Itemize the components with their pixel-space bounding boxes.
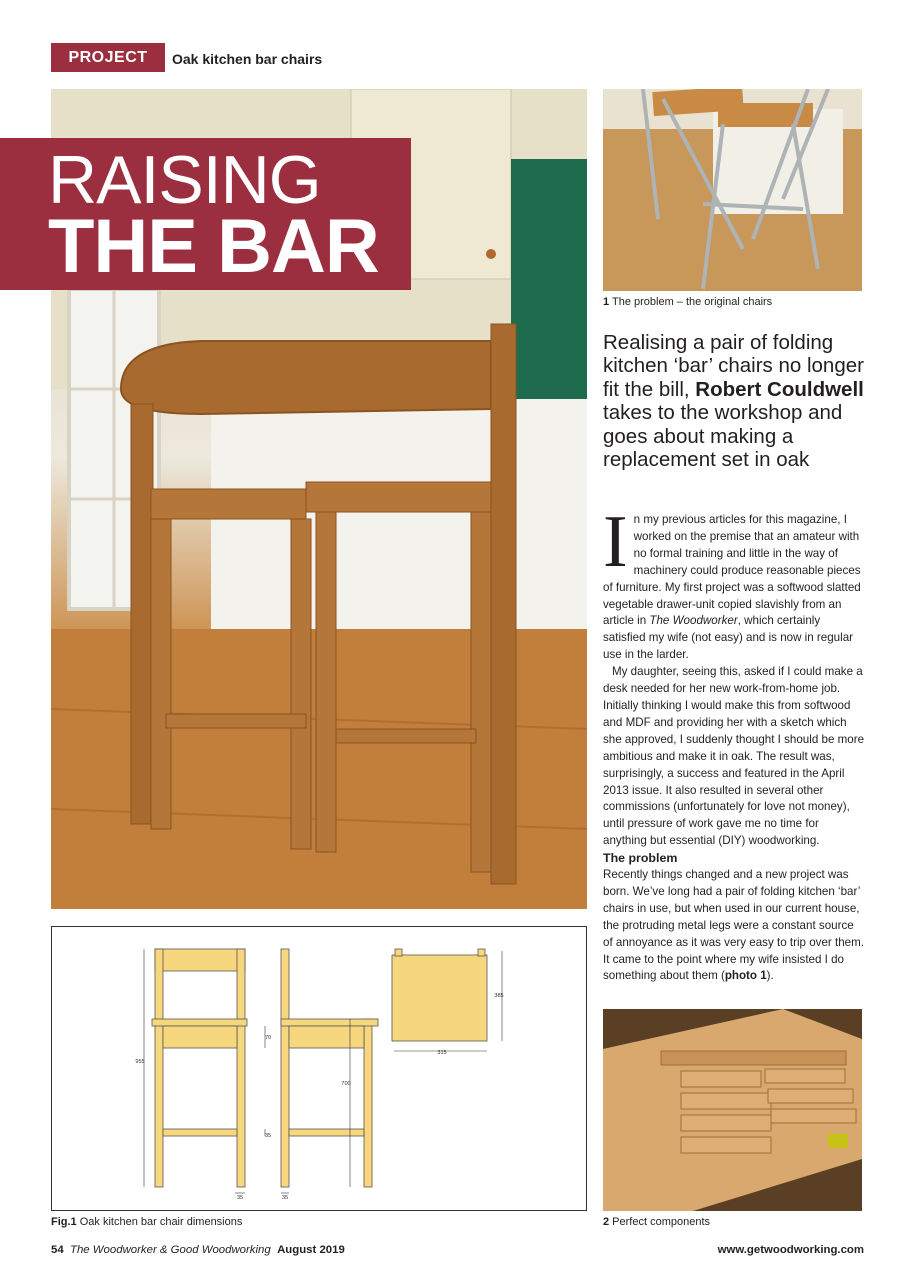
footer-left: [51, 1244, 345, 1256]
top-view-leg-right: [478, 949, 485, 956]
side-view-front-leg: [364, 1019, 372, 1187]
front-view-backrest: [155, 949, 245, 971]
photo-components-illustration: [603, 1009, 862, 1211]
paragraph-1: [603, 501, 865, 664]
dim-total-height: 955: [135, 1059, 145, 1065]
paragraph-2: My daughter, seeing this, asked if I could make a desk needed for her new work-from-home job. Initially thinking I would make this from softwood and MDF and providing her with a sketch which she approved, I suddenly thought I should be more ambitious and make it in oak. The result was, surprisingly, a success and featured in the April 2013 issue. It also resulted in several other commissions (unfortunately for love not money), until pressure of work gave me no time for anything but essential (DIY) woodworking.: [603, 665, 865, 848]
standfirst-pre: Realising a pair of folding kitchen ‘bar’ chairs no longer fit the bill,: [603, 331, 864, 401]
paragraph-3: [603, 867, 865, 985]
dim-rail: 35: [264, 1133, 272, 1139]
p1-text-b: , which certainly satisfied my wife (not easy) and is now in regular use in the larder.: [603, 614, 854, 662]
figure-caption: [51, 1216, 242, 1228]
subheading-problem: The problem: [603, 851, 678, 866]
front-view-leg-right: [237, 949, 245, 1187]
photo1-caption-number: 1: [603, 296, 610, 308]
dim-leg-b: 35: [281, 1195, 289, 1201]
top-view-seat: [392, 955, 487, 1041]
drop-cap: I: [603, 501, 628, 583]
issue-date: August 2019: [277, 1244, 345, 1256]
photo-components: [603, 1009, 862, 1211]
standfirst-post: takes to the workshop and goes about making a replacement set in oak: [603, 401, 843, 472]
dim-seat-width: 385: [494, 993, 504, 999]
section-subtitle: Oak kitchen bar chairs: [172, 51, 323, 67]
standfirst-author: Robert Couldwell: [695, 377, 864, 401]
figure-caption-text: Oak kitchen bar chair dimensions: [76, 1216, 243, 1228]
footer-url[interactable]: www.getwoodworking.com: [717, 1244, 864, 1256]
photo1-caption: [603, 296, 772, 308]
photo2-caption-text: Perfect components: [609, 1216, 711, 1228]
front-view-apron: [163, 1026, 237, 1048]
p3-photo-ref: photo 1: [724, 969, 767, 983]
dim-leg-a: 35: [236, 1195, 244, 1201]
dim-seat-height: 700: [341, 1081, 351, 1087]
magazine-name: The Woodworker & Good Woodworking: [70, 1244, 271, 1256]
photo-original-chairs: [603, 89, 862, 291]
photo-original-chairs-illustration: [603, 89, 862, 291]
figure-label: Fig.1: [51, 1216, 77, 1228]
dimension-diagram: [51, 926, 587, 1211]
section-tag: PROJECT: [51, 43, 165, 72]
p3-text-b: ).: [766, 969, 774, 983]
front-view-rail: [163, 1129, 237, 1136]
p1-text-a: n my previous articles for this magazine, I worked on the premise that an amateur with no formal training and little in the way of machinery could produce reasonable pieces of furniture. My first project was a softwood slatted vegetable drawer-unit copied slavishly from an article in: [603, 513, 861, 628]
headline-line2: THE BAR: [48, 204, 379, 289]
side-view-seat: [281, 1019, 378, 1026]
side-view-rail: [289, 1129, 364, 1136]
chair-dimension-drawing: [52, 927, 586, 1210]
side-view-back-leg: [281, 949, 289, 1187]
p3-text-a: Recently things changed and a new project was born. We’ve long had a pair of folding kitchen ‘bar’ chairs in use, but when used in our current house, the protruding metal legs were a constant source of annoyance as it was very easy to trip over them. It came to the point where my wife insisted I do something about them (: [603, 868, 864, 983]
photo2-caption: [603, 1216, 710, 1228]
headline-line1: RAISING: [48, 142, 321, 218]
article-body: [603, 501, 865, 985]
front-view-leg-left: [155, 949, 163, 1187]
dim-backrest-gap: 70: [264, 1035, 272, 1041]
standfirst: [603, 331, 873, 471]
front-view-seat: [152, 1019, 247, 1026]
dim-seat-depth: 315: [437, 1050, 447, 1056]
top-view-leg-left: [395, 949, 402, 956]
photo2-caption-number: 2: [603, 1216, 610, 1228]
side-view-apron: [289, 1026, 364, 1048]
page-number: 54: [51, 1244, 64, 1256]
p1-magazine-title: The Woodworker: [649, 614, 738, 628]
photo1-caption-text: The problem – the original chairs: [609, 296, 773, 308]
